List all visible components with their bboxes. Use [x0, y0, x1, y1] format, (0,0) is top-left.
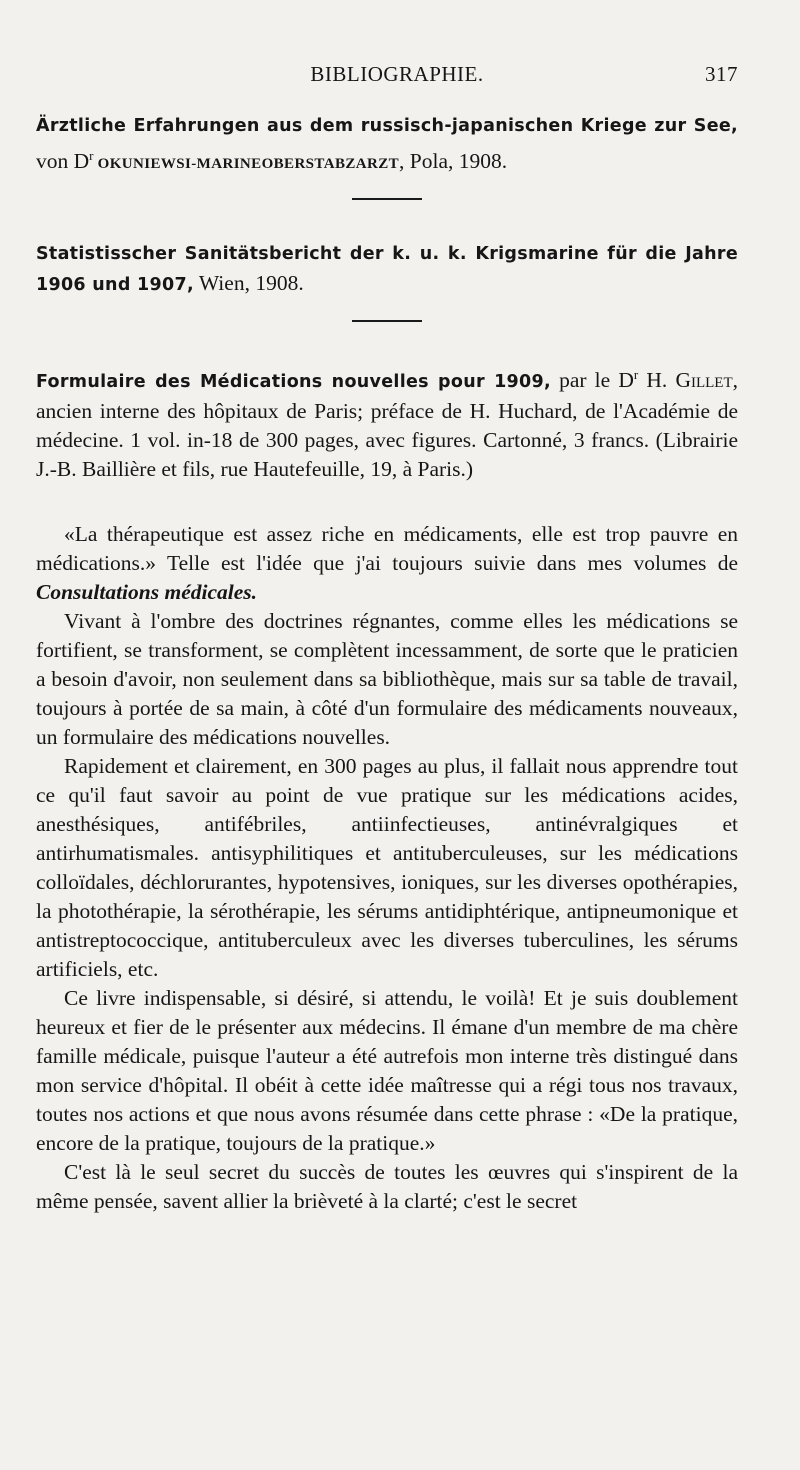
entry-2-title: Statistisscher Sanitätsbericht der k. u. k. Krigsmarine für die Jahre 1906 und 1907, [36, 244, 738, 295]
entry-1-title: Ärztliche Erfahrungen aus dem russisch-japanischen Kriege zur See, [36, 116, 738, 136]
entry-3-author: H. Gillet [638, 368, 733, 393]
running-head [36, 62, 738, 96]
entry-2-text: Statistisscher Sanitätsbericht der k. u. k. Krigsmarine für die Jahre 1906 und 1907, Wien, 1908. [36, 244, 738, 295]
page-number: 317 [705, 62, 738, 86]
bibliography-entry-3 [36, 360, 738, 484]
bibliography-entry-1 [36, 110, 738, 179]
entry-3-text: Formulaire des Médications nouvelles pour 1909, par le $D^r$ H. Gillet, ancien interne des hôpitaux de Paris; préface de H. Huchard, de l'Académie de médecine. 1 vol. in-18 de 300 pages, avec figures. Cartonné, 3 francs. (Librairie J.-B. Baillière et fils, rue Hautefeuille, 19, à Paris.) [36, 367, 738, 482]
paragraph-4: Ce livre indispensable, si désiré, si attendu, le voilà! Et je suis doublement heureux et fier de le présenter aux médecins. Il émane d'un membre de ma chère famille médicale, puisque l'auteur a été autrefois mon interne très distingué dans mon service d'hôpital. Il obéit à cette idée maîtresse qui a régi tous nos travaux, toutes nos actions et que nous avons résumée dans cette phrase : «De la pratique, encore de la pratique, toujours de la pratique.» [36, 986, 738, 1155]
paragraph-5: C'est là le seul secret du succès de toutes les œuvres qui s'inspirent de la même pensée, savent allier la brièveté à la clarté; c'est le secret [36, 1160, 738, 1213]
entry-1-author: OKUNIEWSI-MARINEOBERSTABZARZT [93, 156, 400, 173]
paragraph-2: Vivant à l'ombre des doctrines régnantes, comme elles les médications se fortifient, se transforment, se complètent incessamment, de sorte que le praticien a besoin d'avoir, non seulement dans sa bibliothèque, mais sur sa table de travail, toujours à portée de sa main, à côté d'un formulaire des médicaments nouveaux, un formulaire des médications nouvelles. [36, 609, 738, 749]
separator-rule [352, 320, 422, 322]
review-body [36, 520, 738, 1216]
book-title-italic: Consultations médicales. [36, 580, 258, 604]
separator-rule [352, 198, 422, 200]
paragraph-3: Rapidement et clairement, en 300 pages au plus, il fallait nous apprendre tout ce qu'il faut savoir au point de vue pratique sur les médications acides, anesthésiques, antifébriles, antiinfectieuses, antinévralgiques et antirhumatismales. antisyphilitiques et antituberculeuses, sur les médications colloïdales, déchlorurantes, hypotensives, ioniques, sur les diverses opothérapies, la photothérapie, la sérothérapie, les sérums antidiphtérique, antipneumonique et antistreptococcique, antituberculeux avec les diverses tuberculines, les sérums artificiels, etc. [36, 754, 738, 981]
bibliography-entry-2 [36, 238, 738, 300]
paragraph-1: «La thérapeutique est assez riche en médicaments, elle est trop pauvre en médications.» Telle est l'idée que j'ai toujours suivie dans mes volumes de Consultations médicales. [36, 522, 738, 604]
running-title: BIBLIOGRAPHIE. [310, 62, 484, 86]
entry-1-text: Ärztliche Erfahrungen aus dem russisch-japanischen Kriege zur See, von $D^r$ OKUNIEWSI-MARINEOBERSTABZARZT, Pola, 1908. [36, 116, 738, 174]
entry-3-title: Formulaire des Médications nouvelles pour 1909, [36, 372, 551, 393]
